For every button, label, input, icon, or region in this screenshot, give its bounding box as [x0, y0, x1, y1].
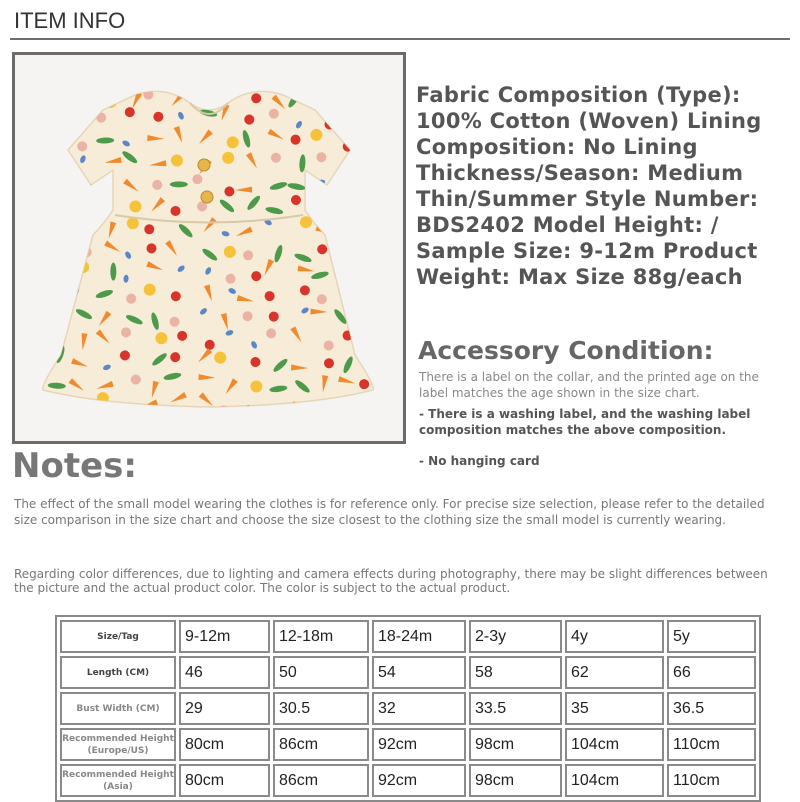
- table-cell: 35: [565, 692, 664, 725]
- table-cell: 36.5: [667, 692, 756, 725]
- product-photo: [12, 52, 406, 444]
- table-cell: 110cm: [667, 728, 756, 761]
- table-row: [60, 728, 756, 761]
- table-cell: 12-18m: [273, 620, 369, 653]
- fabric-specs: Fabric Composition (Type): 100% Cotton (Woven) Lining Composition: No Lining Thickness/Season: Medium Thin/Summer Style Number: BDS2402 Model Height: / Sample Size: 9-12m Product Weight: Max Size 88g/each: [416, 83, 762, 289]
- row-label: Recommended Height (Asia): [60, 764, 176, 797]
- table-cell: 98cm: [469, 728, 562, 761]
- table-cell: 86cm: [273, 728, 369, 761]
- size-chart-table: [55, 615, 761, 802]
- table-cell: 32: [372, 692, 466, 725]
- table-cell: 2-3y: [469, 620, 562, 653]
- table-cell: 4y: [565, 620, 664, 653]
- table-cell: 80cm: [179, 764, 270, 797]
- print-motif: [171, 291, 181, 301]
- page-title: ITEM INFO: [14, 8, 126, 33]
- table-cell: 66: [667, 656, 756, 689]
- note-color-difference: Regarding color differences, due to lighting and camera effects during photography, there may be slight differences between the picture and the actual product color. The color is subject to the actual product.: [14, 567, 768, 595]
- note-model-reference: The effect of the small model wearing the clothes is for reference only. For precise size selection, please refer to the detailed size comparison in the size chart and choose the size closest to the clothing size the small model is currently wearing.: [14, 497, 765, 527]
- table-cell: 50: [273, 656, 369, 689]
- table-cell: 30.5: [273, 692, 369, 725]
- table-row: [60, 620, 756, 653]
- row-label: Recommended Height (Europe/US): [60, 728, 176, 761]
- table-cell: 104cm: [565, 728, 664, 761]
- print-motif: [110, 263, 116, 281]
- table-cell: 9-12m: [179, 620, 270, 653]
- table-cell: 92cm: [372, 728, 466, 761]
- table-cell: 58: [469, 656, 562, 689]
- table-cell: 98cm: [469, 764, 562, 797]
- table-cell: 54: [372, 656, 466, 689]
- table-cell: 62: [565, 656, 664, 689]
- row-label: Size/Tag: [60, 620, 176, 653]
- accessory-title: Accessory Condition:: [418, 336, 714, 365]
- notes-title: Notes:: [12, 446, 137, 486]
- table-cell: 46: [179, 656, 270, 689]
- table-cell: 92cm: [372, 764, 466, 797]
- table-row: [60, 656, 756, 689]
- accessory-hanging-card-note: - No hanging card: [419, 454, 540, 468]
- table-row: [60, 764, 756, 797]
- table-cell: 18-24m: [372, 620, 466, 653]
- table-cell: 33.5: [469, 692, 562, 725]
- row-label: Bust Width (CM): [60, 692, 176, 725]
- table-cell: 5y: [667, 620, 756, 653]
- print-motif: [170, 181, 188, 187]
- dress-illustration: [15, 55, 403, 441]
- row-label: Length (CM): [60, 656, 176, 689]
- table-cell: 110cm: [667, 764, 756, 797]
- table-cell: 86cm: [273, 764, 369, 797]
- accessory-washing-label-note: - There is a washing label, and the washing label composition matches the above composition.: [419, 407, 751, 437]
- table-cell: 80cm: [179, 728, 270, 761]
- accessory-collar-label-note: There is a label on the collar, and the printed age on the label matches the age shown in the size chart.: [419, 370, 759, 400]
- table-cell: 104cm: [565, 764, 664, 797]
- table-cell: 29: [179, 692, 270, 725]
- header-divider: [10, 38, 790, 40]
- table-row: [60, 692, 756, 725]
